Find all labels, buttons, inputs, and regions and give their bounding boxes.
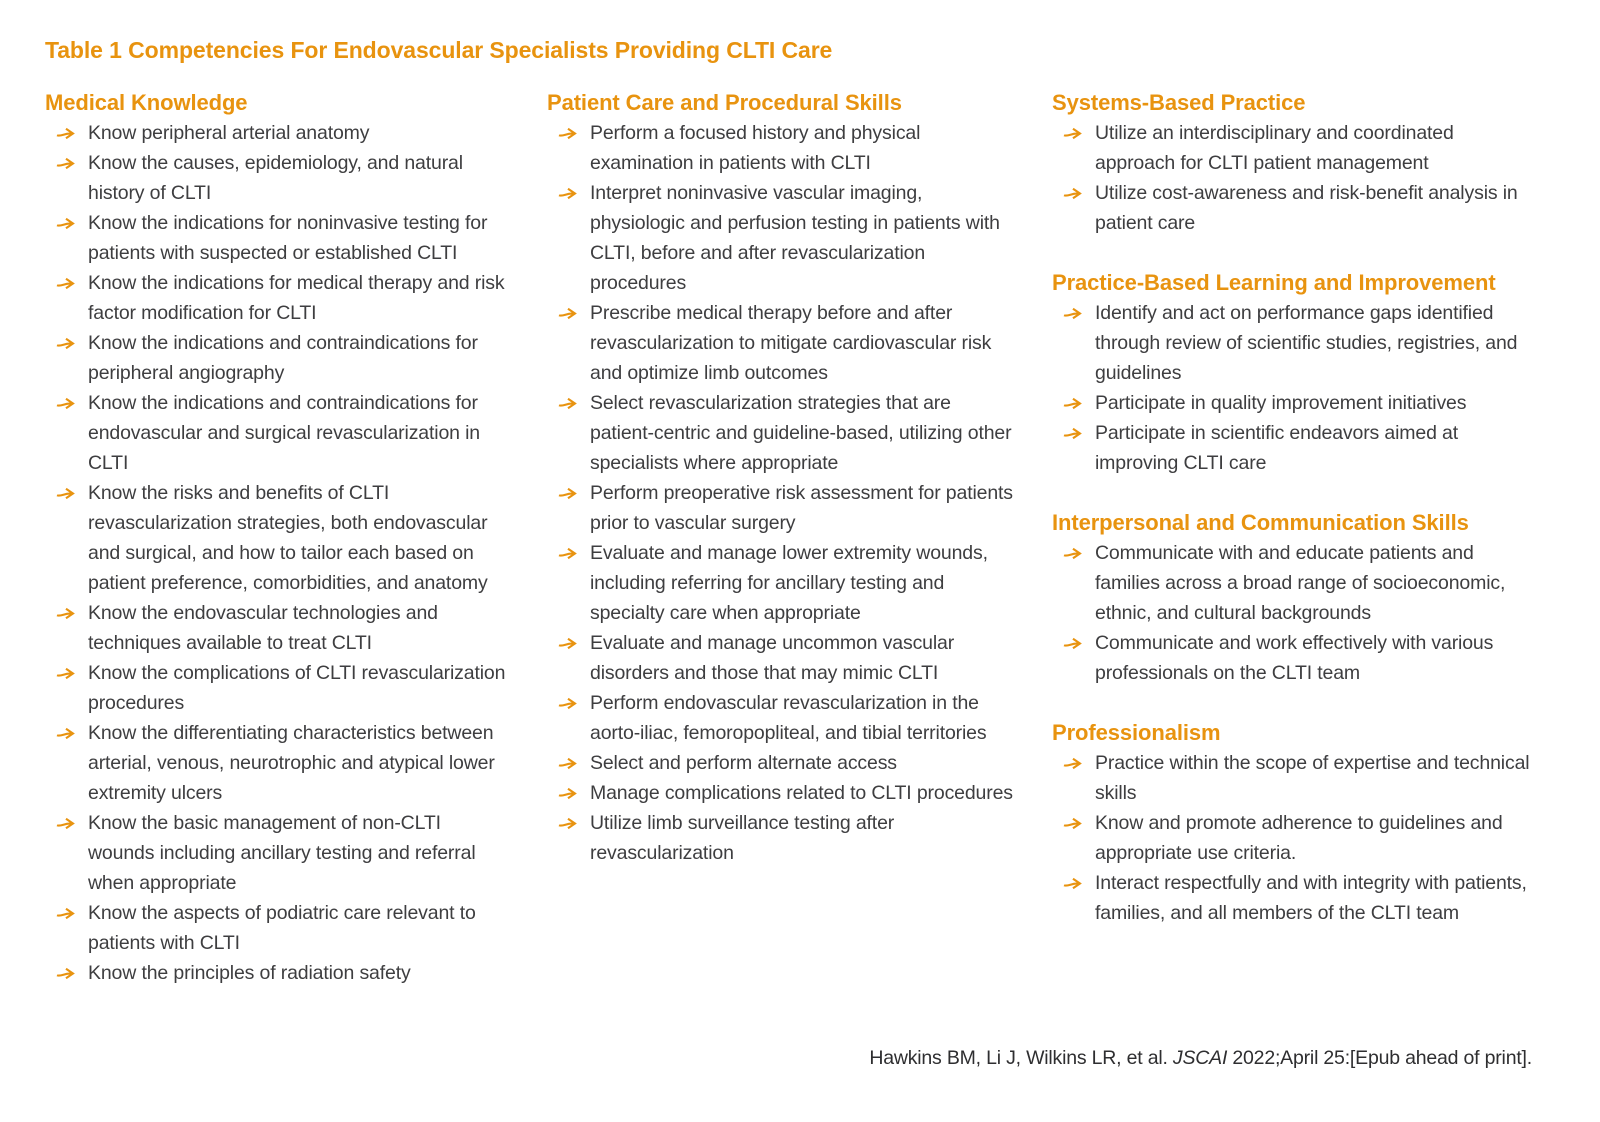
right-arrow-icon xyxy=(557,396,579,411)
section xyxy=(547,88,1015,868)
item-text: Participate in scientific endeavors aimed at improving CLTI care xyxy=(1095,422,1459,474)
citation-prefix: Hawkins BM, Li J, Wilkins LR, et al. xyxy=(869,1047,1173,1069)
section-items xyxy=(1052,298,1537,478)
section-heading: Interpersonal and Communication Skills xyxy=(1052,510,1469,535)
right-arrow-icon xyxy=(557,546,579,561)
item-text: Perform a focused history and physical examination in patients with CLTI xyxy=(590,122,921,174)
right-arrow-icon xyxy=(55,336,77,351)
column-3 xyxy=(1052,88,1537,928)
section xyxy=(1052,88,1537,238)
item-text: Participate in quality improvement initiatives xyxy=(1095,392,1467,414)
right-arrow-icon xyxy=(557,126,579,141)
list-item xyxy=(1062,868,1537,928)
right-arrow-icon xyxy=(55,276,77,291)
item-text: Prescribe medical therapy before and after revascularization to mitigate cardiovascular risk and optimize limb outcomes xyxy=(590,302,992,384)
list-item xyxy=(557,118,1015,178)
list-item xyxy=(55,718,510,808)
item-text: Know the endovascular technologies and techniques available to treat CLTI xyxy=(88,602,438,654)
section-items xyxy=(1052,748,1537,928)
right-arrow-icon xyxy=(557,696,579,711)
columns xyxy=(45,88,1537,988)
list-item xyxy=(1062,418,1537,478)
item-text: Practice within the scope of expertise and technical skills xyxy=(1095,752,1530,804)
list-item xyxy=(55,478,510,598)
citation-journal: JSCAI xyxy=(1172,1047,1228,1069)
list-item xyxy=(55,118,510,148)
section-heading: Medical Knowledge xyxy=(45,90,248,115)
list-item xyxy=(1062,808,1537,868)
right-arrow-icon xyxy=(1062,636,1084,651)
right-arrow-icon xyxy=(55,126,77,141)
right-arrow-icon xyxy=(557,786,579,801)
right-arrow-icon xyxy=(1062,756,1084,771)
list-item xyxy=(55,958,510,988)
list-item xyxy=(557,478,1015,538)
list-item xyxy=(1062,388,1537,418)
item-text: Know the causes, epidemiology, and natural history of CLTI xyxy=(88,152,463,204)
list-item xyxy=(55,268,510,328)
item-text: Utilize limb surveillance testing after revascularization xyxy=(590,812,895,864)
section-items xyxy=(45,118,510,988)
section xyxy=(1052,268,1537,478)
section xyxy=(45,88,510,988)
section-heading: Practice-Based Learning and Improvement xyxy=(1052,270,1496,295)
item-text: Select and perform alternate access xyxy=(590,752,897,774)
right-arrow-icon xyxy=(1062,186,1084,201)
section-items xyxy=(1052,118,1537,238)
list-item xyxy=(1062,538,1537,628)
list-item xyxy=(557,778,1015,808)
list-item xyxy=(1062,748,1537,808)
right-arrow-icon xyxy=(1062,546,1084,561)
right-arrow-icon xyxy=(557,186,579,201)
right-arrow-icon xyxy=(55,666,77,681)
list-item xyxy=(557,388,1015,478)
right-arrow-icon xyxy=(1062,306,1084,321)
item-text: Interpret noninvasive vascular imaging, physiologic and perfusion testing in patients with CLTI, before and after revascularization procedures xyxy=(590,182,1000,294)
list-item xyxy=(55,388,510,478)
citation xyxy=(869,1044,1532,1072)
table-title: Table 1 Competencies For Endovascular Specialists Providing CLTI Care xyxy=(45,37,833,64)
list-item xyxy=(557,688,1015,748)
item-text: Know the indications for noninvasive testing for patients with suspected or established CLTI xyxy=(88,212,488,264)
item-text: Know the indications and contraindications for peripheral angiography xyxy=(88,332,478,384)
right-arrow-icon xyxy=(557,756,579,771)
list-item xyxy=(55,898,510,958)
list-item xyxy=(55,658,510,718)
item-text: Know the indications for medical therapy and risk factor modification for CLTI xyxy=(88,272,505,324)
right-arrow-icon xyxy=(55,606,77,621)
item-text: Know peripheral arterial anatomy xyxy=(88,122,370,144)
item-text: Perform endovascular revascularization in the aorto-iliac, femoropopliteal, and tibial territories xyxy=(590,692,987,744)
list-item xyxy=(1062,298,1537,388)
section xyxy=(1052,718,1537,928)
right-arrow-icon xyxy=(557,486,579,501)
right-arrow-icon xyxy=(1062,876,1084,891)
item-text: Select revascularization strategies that are patient-centric and guideline-based, utilizing other specialists where appropriate xyxy=(590,392,1012,474)
item-text: Know and promote adherence to guidelines and appropriate use criteria. xyxy=(1095,812,1503,864)
list-item xyxy=(55,148,510,208)
list-item xyxy=(1062,628,1537,688)
section-heading: Patient Care and Procedural Skills xyxy=(547,90,902,115)
right-arrow-icon xyxy=(1062,126,1084,141)
right-arrow-icon xyxy=(55,486,77,501)
item-text: Manage complications related to CLTI procedures xyxy=(590,782,1013,804)
item-text: Know the basic management of non-CLTI wounds including ancillary testing and referral when appropriate xyxy=(88,812,476,894)
item-text: Evaluate and manage uncommon vascular disorders and those that may mimic CLTI xyxy=(590,632,955,684)
list-item xyxy=(55,328,510,388)
right-arrow-icon xyxy=(1062,426,1084,441)
right-arrow-icon xyxy=(55,156,77,171)
item-text: Utilize cost-awareness and risk-benefit analysis in patient care xyxy=(1095,182,1518,234)
list-item xyxy=(557,808,1015,868)
right-arrow-icon xyxy=(55,906,77,921)
item-text: Evaluate and manage lower extremity wounds, including referring for ancillary testing and specialty care when appropriate xyxy=(590,542,988,624)
item-text: Know the indications and contraindications for endovascular and surgical revascularization in CLTI xyxy=(88,392,480,474)
citation-suffix: 2022;April 25:[Epub ahead of print]. xyxy=(1227,1047,1532,1069)
item-text: Know the principles of radiation safety xyxy=(88,962,411,984)
item-text: Know the risks and benefits of CLTI revascularization strategies, both endovascular and surgical, and how to tailor each based on patient preference, comorbidities, and anatomy xyxy=(88,482,488,594)
section-heading: Systems-Based Practice xyxy=(1052,90,1306,115)
right-arrow-icon xyxy=(1062,396,1084,411)
list-item xyxy=(1062,178,1537,238)
list-item xyxy=(55,208,510,268)
section-items xyxy=(547,118,1015,868)
right-arrow-icon xyxy=(1062,816,1084,831)
section-items xyxy=(1052,538,1537,688)
item-text: Know the differentiating characteristics between arterial, venous, neurotrophic and atypical lower extremity ulcers xyxy=(88,722,495,804)
item-text: Communicate with and educate patients and families across a broad range of socioeconomic, ethnic, and cultural backgrounds xyxy=(1095,542,1506,624)
list-item xyxy=(557,298,1015,388)
list-item xyxy=(557,178,1015,298)
right-arrow-icon xyxy=(55,726,77,741)
item-text: Know the aspects of podiatric care relevant to patients with CLTI xyxy=(88,902,476,954)
item-text: Identify and act on performance gaps identified through review of scientific studies, registries, and guidelines xyxy=(1095,302,1518,384)
list-item xyxy=(557,538,1015,628)
right-arrow-icon xyxy=(55,216,77,231)
column-1 xyxy=(45,88,510,988)
item-text: Interact respectfully and with integrity with patients, families, and all members of the CLTI team xyxy=(1095,872,1527,924)
right-arrow-icon xyxy=(55,816,77,831)
right-arrow-icon xyxy=(55,396,77,411)
section-heading: Professionalism xyxy=(1052,720,1221,745)
list-item xyxy=(1062,118,1537,178)
list-item xyxy=(557,628,1015,688)
section xyxy=(1052,508,1537,688)
column-2 xyxy=(547,88,1015,868)
right-arrow-icon xyxy=(557,306,579,321)
right-arrow-icon xyxy=(557,816,579,831)
item-text: Utilize an interdisciplinary and coordinated approach for CLTI patient management xyxy=(1095,122,1454,174)
right-arrow-icon xyxy=(55,966,77,981)
list-item xyxy=(55,808,510,898)
right-arrow-icon xyxy=(557,636,579,651)
list-item xyxy=(557,748,1015,778)
list-item xyxy=(55,598,510,658)
item-text: Communicate and work effectively with various professionals on the CLTI team xyxy=(1095,632,1494,684)
item-text: Perform preoperative risk assessment for patients prior to vascular surgery xyxy=(590,482,1013,534)
item-text: Know the complications of CLTI revascularization procedures xyxy=(88,662,506,714)
